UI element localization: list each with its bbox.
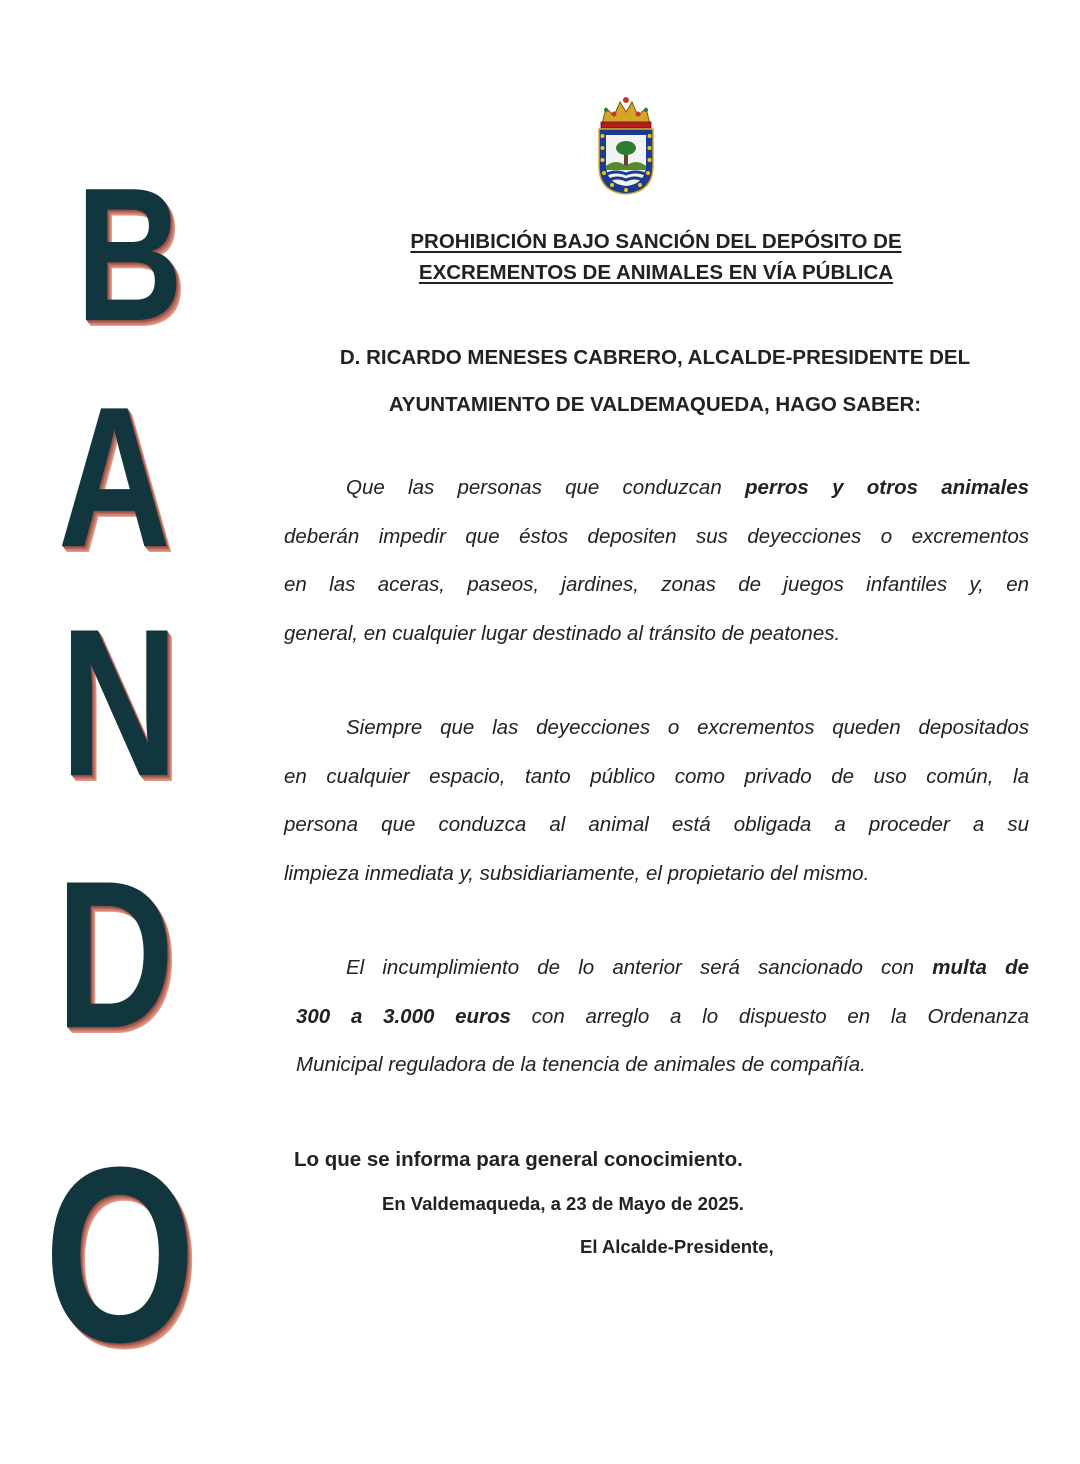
closing-info: Lo que se informa para general conocimiento.	[294, 1148, 743, 1171]
paragraph-1-line-4: general, en cualquier lugar destinado al tránsito de peatones.	[284, 621, 841, 645]
paragraph-2-line-4: limpieza inmediata y, subsidiariamente, el propietario del mismo.	[284, 861, 870, 885]
title-line-1: PROHIBICIÓN BAJO SANCIÓN DEL DEPÓSITO DE	[410, 230, 902, 253]
heading-line-2: AYUNTAMIENTO DE VALDEMAQUEDA, HAGO SABER:	[388, 393, 922, 416]
bando-letter-d: D	[56, 837, 175, 1072]
paragraph-3-line-1	[296, 944, 1029, 993]
paragraph-1-line-3: en las aceras, paseos, jardines, zonas de juegos infantiles y, en	[284, 573, 1029, 596]
heading-line-1: D. RICARDO MENESES CABRERO, ALCALDE-PRESIDENTE DEL	[339, 346, 971, 369]
paragraph-3-text: El incumplimiento de lo anterior será sancionado con	[346, 956, 933, 979]
paragraph-3	[296, 944, 1029, 1090]
mayor-heading	[290, 334, 1020, 428]
paragraph-3-line-2	[296, 993, 1029, 1042]
paragraph-2-text: Siempre que las deyecciones o excrementos queden depositados	[346, 716, 1029, 739]
paragraph-2-line-3: persona que conduzca al animal está obligada a proceder a su	[284, 813, 1029, 836]
bando-letter-o: O	[44, 1115, 196, 1394]
paragraph-3-line-3: Municipal reguladora de la tenencia de animales de compañía.	[296, 1053, 866, 1076]
paragraph-2-line-1	[284, 704, 1029, 753]
bando-letter-n: N	[60, 585, 179, 820]
paragraph-1	[284, 464, 1029, 658]
paragraph-2-line-2: en cualquier espacio, tanto público como privado de uso común, la	[284, 764, 1029, 788]
bando-letter-b: B	[76, 149, 184, 361]
paragraph-1-text: Que las personas que conduzcan	[346, 476, 745, 499]
bando-letter-a: A	[58, 366, 171, 589]
paragraph-3-text-2: con arreglo a lo dispuesto en la Ordenanza	[510, 1004, 1029, 1028]
closing-place-date: En Valdemaqueda, a 23 de Mayo de 2025.	[382, 1193, 744, 1214]
title-line-2: EXCREMENTOS DE ANIMALES EN VÍA PÚBLICA	[418, 261, 894, 284]
paragraph-1-line-1	[284, 464, 1029, 513]
paragraph-1-bold: perros y otros animales	[745, 476, 1030, 499]
paragraph-1-line-2: deberán impedir que éstos depositen sus deyecciones o excrementos	[284, 524, 1029, 548]
document-title	[300, 226, 1012, 288]
closing-signature: El Alcalde-Presidente,	[580, 1236, 774, 1257]
paragraph-2	[284, 704, 1029, 898]
paragraph-3-bold-2: 300 a 3.000 euros	[296, 1004, 511, 1028]
coat-of-arms-icon	[592, 96, 660, 196]
paragraph-3-bold-1: multa de	[932, 956, 1030, 979]
